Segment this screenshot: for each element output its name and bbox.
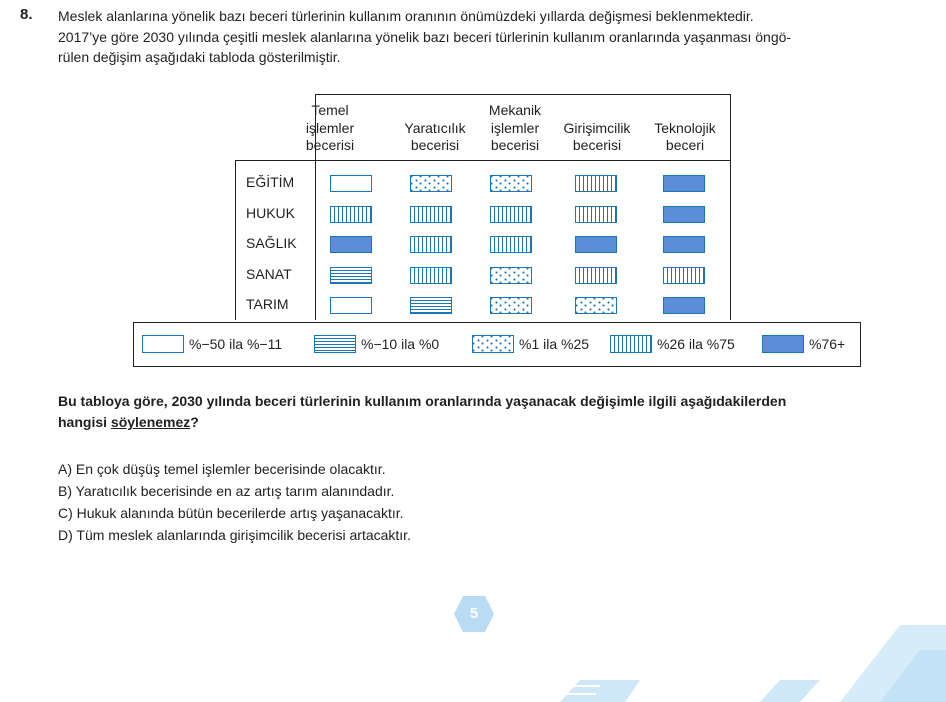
question-emphasis: söylenemez <box>110 414 191 430</box>
legend-item <box>314 335 439 353</box>
column-header-line: işlemler <box>305 119 355 136</box>
column-header-line: Mekanik <box>488 102 542 118</box>
column-header-line <box>392 102 478 120</box>
question-prefix: hangisi <box>58 414 111 430</box>
column-header-line: becerisi <box>572 137 622 153</box>
table-cell-empty <box>330 297 372 314</box>
legend-swatch <box>472 335 514 353</box>
question-number: 8. <box>20 6 33 23</box>
row-label: SAĞLIK <box>246 235 297 251</box>
option-a[interactable]: A) En çok düşüş temel işlemler becerisinde olacaktır. <box>58 461 386 477</box>
table-cell-dots <box>490 175 532 192</box>
table-cell-solid <box>663 236 705 253</box>
column-header-line: Girişimcilik <box>563 119 631 136</box>
legend-item <box>762 335 845 353</box>
legend-item <box>142 335 282 353</box>
table-cell-solid <box>330 236 372 253</box>
table-cell-horiz <box>330 267 372 284</box>
question-intro <box>58 6 938 68</box>
table-cell-solid <box>663 175 705 192</box>
legend-swatch <box>142 335 184 353</box>
table-cell-vert <box>330 206 372 223</box>
legend-label: %1 ila %25 <box>519 336 590 352</box>
table-cell-vert <box>410 267 452 284</box>
column-header-line <box>642 102 728 120</box>
table-cell-solid <box>575 236 617 253</box>
column-header <box>642 102 728 155</box>
answer-options <box>58 458 411 546</box>
legend-label: %−10 ila %0 <box>361 336 440 352</box>
row-label: EĞİTİM <box>246 174 295 190</box>
table-cell-vert <box>410 206 452 223</box>
legend-item <box>610 335 735 353</box>
intro-line: rülen değişim aşağıdaki tabloda gösterilmiştir. <box>58 49 341 65</box>
table-cell-solid <box>663 297 705 314</box>
column-header-line <box>554 102 640 120</box>
legend-label: %76+ <box>809 336 846 352</box>
question-line: Bu tabloya göre, 2030 yılında beceri türlerinin kullanım oranlarında yaşanacak değişimle ilgili aşağıdakilerden <box>58 393 787 409</box>
column-header-line: becerisi <box>490 137 540 153</box>
table-cell-vert <box>490 236 532 253</box>
legend-item <box>472 335 589 353</box>
legend-swatch <box>314 335 356 353</box>
table-body-frame <box>235 160 731 320</box>
intro-line: 2017’ye göre 2030 yılında çeşitli meslek alanlarına yönelik bazı beceri türlerinin kullanım oranlarında yaşanması öngö- <box>58 28 792 45</box>
column-header-line: Teknolojik <box>654 119 716 136</box>
table-cell-empty <box>330 175 372 192</box>
legend-swatch <box>762 335 804 353</box>
row-label: HUKUK <box>246 204 296 221</box>
legend <box>133 322 861 367</box>
table-cell-vert <box>575 175 617 192</box>
column-header <box>287 102 373 155</box>
column-header-line: becerisi <box>305 137 355 153</box>
column-header <box>392 102 478 155</box>
table-cell-dots <box>575 297 617 314</box>
column-header-line: Temel <box>311 102 349 118</box>
page-number-badge <box>453 595 495 633</box>
option-b[interactable]: B) Yaratıcılık becerisinde en az artış tarım alanındadır. <box>58 483 395 499</box>
table-cell-vert <box>663 267 705 284</box>
column-header <box>554 102 640 155</box>
table-cell-solid <box>663 206 705 223</box>
question-line <box>58 412 938 433</box>
legend-label: %26 ila %75 <box>657 336 735 352</box>
row-label: TARIM <box>246 296 289 312</box>
table-cell-vert <box>490 206 532 223</box>
table-cell-horiz <box>410 297 452 314</box>
page-number: 5 <box>469 605 479 622</box>
table-cell-dots <box>490 297 532 314</box>
legend-label: %−50 ila %−11 <box>189 336 283 352</box>
column-header-line: beceri <box>665 137 705 153</box>
intro-line: Meslek alanlarına yönelik bazı beceri türlerinin kullanım oranının önümüzdeki yıllarda değişmesi beklenmektedir. <box>58 8 754 24</box>
option-d[interactable]: D) Tüm meslek alanlarında girişimcilik becerisi artacaktır. <box>58 527 411 543</box>
question-suffix: ? <box>190 414 199 430</box>
table-cell-vert <box>575 206 617 223</box>
table-divider <box>315 160 316 320</box>
option-c[interactable]: C) Hukuk alanında bütün becerilerde artış yaşanacaktır. <box>58 505 404 521</box>
column-header-line: Yaratıcılık <box>404 119 466 136</box>
question-stem <box>58 391 938 433</box>
table-cell-dots <box>490 267 532 284</box>
column-header <box>472 102 558 155</box>
table-cell-vert <box>410 236 452 253</box>
legend-swatch <box>610 335 652 353</box>
row-label: SANAT <box>246 265 292 282</box>
table-cell-dots <box>410 175 452 192</box>
column-header-line: becerisi <box>410 137 460 153</box>
table-cell-vert <box>575 267 617 284</box>
column-header-line: işlemler <box>490 119 540 136</box>
